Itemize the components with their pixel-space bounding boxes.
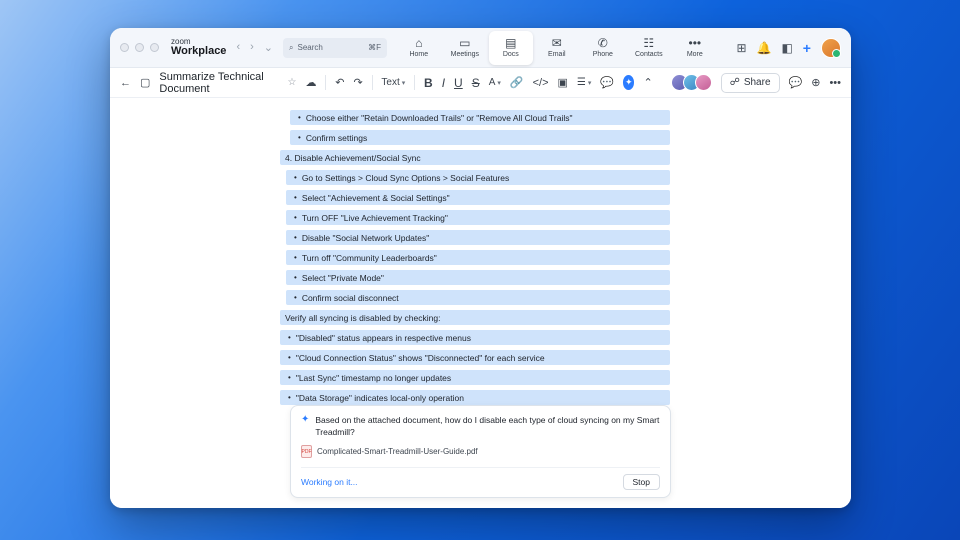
document-line[interactable] bbox=[286, 290, 670, 305]
tab-contacts[interactable] bbox=[627, 31, 671, 65]
panel-icon[interactable]: ◧ bbox=[781, 40, 793, 55]
chat-icon[interactable]: 💬 bbox=[788, 77, 803, 89]
history-chevron-icon[interactable]: ⌄ bbox=[263, 42, 273, 54]
search-icon: ⌕ bbox=[289, 42, 294, 52]
back-arrow-icon[interactable]: ‹ bbox=[236, 41, 241, 53]
more-options-icon[interactable]: ••• bbox=[829, 76, 841, 89]
chat-question-row bbox=[301, 414, 660, 438]
share-button[interactable] bbox=[721, 73, 780, 93]
person-plus-icon: ☍ bbox=[729, 77, 740, 88]
tab-phone-label: Phone bbox=[592, 51, 613, 58]
apps-icon[interactable]: ⊞ bbox=[736, 40, 747, 55]
star-icon[interactable]: ☆ bbox=[287, 77, 297, 88]
bullet-icon: • bbox=[294, 233, 297, 242]
chat-question-text: Based on the attached document, how do I disable each type of cloud syncing on my Smart Treadmill? bbox=[315, 415, 660, 437]
tab-meetings[interactable] bbox=[443, 31, 487, 65]
strikethrough-button[interactable]: S bbox=[471, 75, 480, 90]
tab-more-label: More bbox=[686, 51, 703, 58]
divider bbox=[414, 75, 415, 90]
divider bbox=[325, 75, 326, 90]
ai-sparkle-icon: ✦ bbox=[301, 414, 310, 425]
comment-icon[interactable]: 💬 bbox=[600, 77, 615, 89]
document-line-text: 4. Disable Achievement/Social Sync bbox=[285, 152, 421, 163]
arrow-left-icon[interactable]: ← bbox=[120, 76, 131, 89]
document-line-text: "Last Sync" timestamp no longer updates bbox=[295, 372, 452, 383]
document-line-text: Disable "Social Network Updates" bbox=[301, 232, 430, 243]
align-button[interactable] bbox=[577, 77, 591, 88]
forward-arrow-icon[interactable]: › bbox=[250, 41, 254, 53]
share-label: Share bbox=[743, 77, 771, 88]
document-line-text: Turn off "Community Leaderboards" bbox=[301, 252, 437, 263]
navigation-arrows[interactable] bbox=[236, 41, 273, 54]
document-line-text: Confirm social disconnect bbox=[301, 292, 399, 303]
window-controls[interactable] bbox=[120, 43, 159, 52]
document-line[interactable] bbox=[280, 390, 670, 405]
chevron-down-icon: ▾ bbox=[497, 79, 501, 87]
brand-line-1: zoom bbox=[171, 36, 191, 46]
bullet-icon: • bbox=[288, 393, 291, 402]
tab-meetings-label: Meetings bbox=[450, 51, 480, 58]
tab-home-label: Home bbox=[409, 51, 429, 58]
document-line[interactable] bbox=[290, 110, 670, 125]
close-button[interactable] bbox=[120, 43, 129, 52]
contacts-icon: ☷ bbox=[643, 36, 655, 50]
chat-status-text: Working on it... bbox=[301, 477, 358, 487]
text-style-dropdown[interactable] bbox=[381, 77, 405, 88]
document-toolbar bbox=[110, 68, 851, 98]
document-line[interactable] bbox=[286, 210, 670, 225]
ellipsis-icon: ••• bbox=[688, 36, 702, 50]
chat-attachment[interactable] bbox=[301, 445, 660, 458]
document-line[interactable] bbox=[280, 330, 670, 345]
document-line-text: Confirm settings bbox=[305, 132, 368, 143]
ai-sparkle-icon[interactable]: ✦ bbox=[623, 75, 634, 90]
document-line[interactable] bbox=[280, 350, 670, 365]
align-icon: ☰ bbox=[576, 77, 586, 88]
document-page bbox=[110, 98, 851, 508]
tab-docs-label: Docs bbox=[502, 51, 519, 58]
font-color-button[interactable] bbox=[489, 77, 501, 88]
bullet-icon: • bbox=[288, 373, 291, 382]
document-body[interactable] bbox=[110, 98, 851, 508]
pdf-file-icon: PDF bbox=[301, 445, 312, 458]
document-line-text: Choose either "Retain Downloaded Trails" or "Remove All Cloud Trails" bbox=[305, 112, 573, 123]
divider bbox=[372, 75, 373, 90]
document-line-text: "Disabled" status appears in respective menus bbox=[295, 332, 471, 343]
globe-icon[interactable]: ⊕ bbox=[811, 77, 821, 89]
chevron-up-icon[interactable]: ⌃ bbox=[643, 77, 653, 89]
bullet-icon: • bbox=[298, 113, 301, 122]
link-icon[interactable]: 🔗 bbox=[509, 77, 524, 89]
bullet-icon: • bbox=[294, 193, 297, 202]
tab-phone[interactable] bbox=[581, 31, 625, 65]
bullet-icon: • bbox=[288, 353, 291, 362]
video-camera-icon: ▭ bbox=[459, 36, 471, 50]
undo-icon[interactable]: ↶ bbox=[335, 77, 345, 89]
minimize-button[interactable] bbox=[135, 43, 144, 52]
search-placeholder: Search bbox=[297, 42, 323, 52]
bullet-icon: • bbox=[294, 273, 297, 282]
document-line[interactable] bbox=[280, 310, 670, 325]
stop-button[interactable]: Stop bbox=[623, 474, 661, 490]
avatar[interactable] bbox=[821, 38, 841, 58]
document-line-text: Select "Achievement & Social Settings" bbox=[301, 192, 450, 203]
image-icon[interactable]: ▣ bbox=[557, 77, 568, 89]
tab-more[interactable] bbox=[673, 31, 717, 65]
plus-icon[interactable]: + bbox=[802, 39, 811, 56]
bullet-icon: • bbox=[294, 253, 297, 262]
bullet-icon: • bbox=[294, 173, 297, 182]
document-title[interactable]: Summarize Technical Document bbox=[159, 70, 264, 95]
ai-chat-card[interactable] bbox=[290, 405, 671, 498]
chat-attachment-name: Complicated-Smart-Treadmill-User-Guide.pdf bbox=[317, 447, 478, 456]
chat-footer bbox=[301, 467, 660, 490]
tab-email[interactable] bbox=[535, 31, 579, 65]
brand-line-2: Workplace bbox=[171, 44, 227, 57]
search-shortcut: ⌘F bbox=[368, 43, 381, 52]
document-line[interactable] bbox=[286, 270, 670, 285]
phone-icon: ✆ bbox=[597, 36, 608, 50]
cloud-icon: ☁ bbox=[305, 77, 317, 89]
document-line[interactable] bbox=[280, 370, 670, 385]
redo-icon[interactable]: ↷ bbox=[353, 77, 363, 89]
document-line-text: Turn OFF "Live Achievement Tracking" bbox=[301, 212, 448, 223]
tab-contacts-label: Contacts bbox=[635, 51, 663, 58]
title-bar bbox=[110, 28, 851, 68]
document-line-text: "Cloud Connection Status" shows "Disconnected" for each service bbox=[295, 352, 545, 363]
document-line[interactable] bbox=[286, 170, 670, 185]
document-line[interactable] bbox=[280, 150, 670, 165]
document-icon: ▤ bbox=[505, 36, 517, 50]
tab-docs[interactable] bbox=[489, 31, 533, 65]
bullet-icon: • bbox=[288, 333, 291, 342]
font-color-label: A bbox=[488, 77, 496, 88]
panel-left-icon[interactable]: ▢ bbox=[140, 77, 151, 89]
collaborator-avatar-3[interactable] bbox=[695, 74, 712, 91]
bullet-icon: • bbox=[294, 293, 297, 302]
italic-button[interactable]: I bbox=[441, 75, 446, 90]
chevron-down-icon: ▾ bbox=[587, 79, 592, 87]
tab-home[interactable] bbox=[397, 31, 441, 65]
zoom-logo bbox=[171, 38, 226, 58]
text-style-label: Text bbox=[381, 77, 400, 88]
document-line-text: Select "Private Mode" bbox=[301, 272, 384, 283]
home-icon: ⌂ bbox=[415, 36, 423, 50]
bullet-icon: • bbox=[294, 213, 297, 222]
document-line-text: Verify all syncing is disabled by checking: bbox=[285, 312, 441, 323]
bell-icon[interactable]: 🔔 bbox=[756, 40, 772, 55]
document-line[interactable] bbox=[286, 230, 670, 245]
document-line[interactable] bbox=[286, 250, 670, 265]
chevron-down-icon: ▾ bbox=[401, 79, 406, 87]
envelope-icon: ✉ bbox=[551, 36, 562, 50]
collaborator-avatars[interactable] bbox=[671, 74, 712, 91]
search-input[interactable] bbox=[283, 38, 387, 58]
main-tabs[interactable] bbox=[397, 31, 717, 65]
document-line-text: "Data Storage" indicates local-only operation bbox=[295, 392, 464, 403]
tab-email-label: Email bbox=[548, 51, 566, 58]
document-line-text: Go to Settings > Cloud Sync Options > Social Features bbox=[301, 172, 510, 183]
bullet-icon: • bbox=[298, 133, 301, 142]
underline-button[interactable]: U bbox=[454, 75, 463, 90]
document-line[interactable] bbox=[290, 130, 670, 145]
maximize-button[interactable] bbox=[150, 43, 159, 52]
app-window bbox=[110, 28, 851, 508]
code-icon[interactable]: </> bbox=[532, 76, 549, 89]
titlebar-right-controls bbox=[736, 38, 841, 58]
bold-button[interactable]: B bbox=[424, 75, 433, 90]
document-line[interactable] bbox=[286, 190, 670, 205]
